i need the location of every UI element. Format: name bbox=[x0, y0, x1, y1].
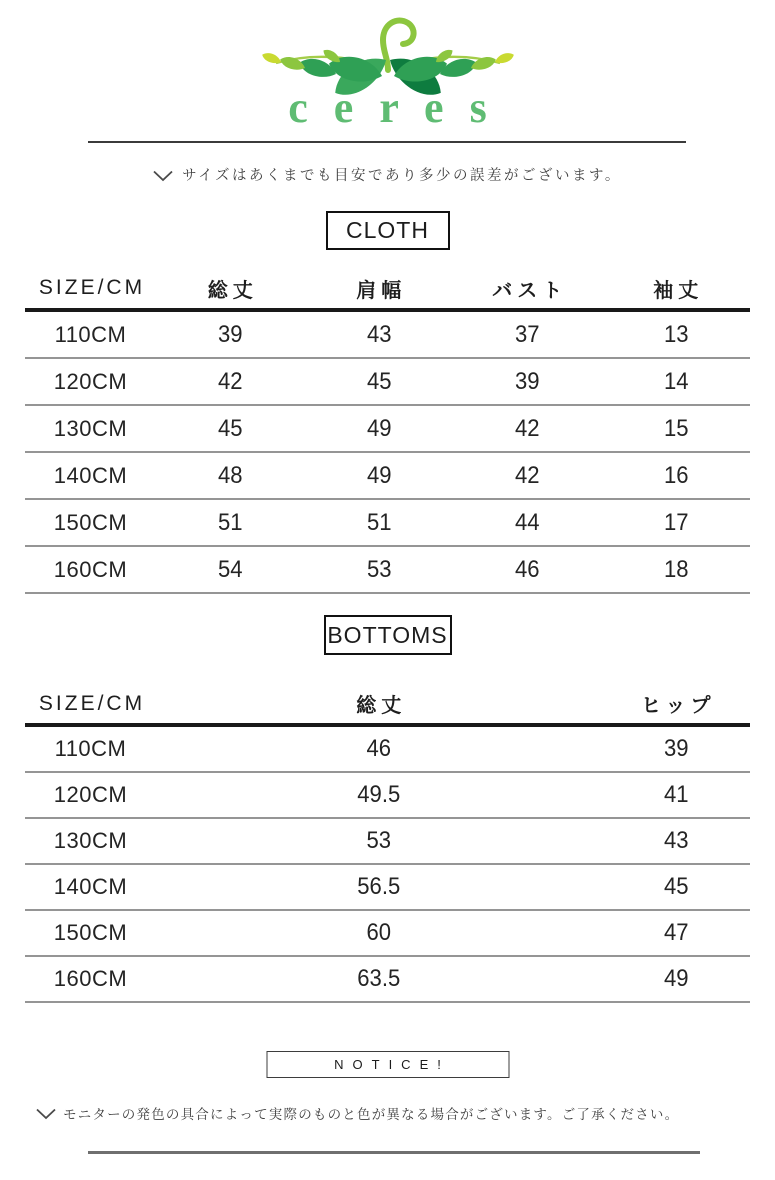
cloth-section-label: CLOTH bbox=[326, 211, 450, 250]
value-cell: 56.5 bbox=[357, 873, 401, 900]
value-cell: 45 bbox=[663, 873, 689, 900]
value-cell: 49 bbox=[366, 414, 392, 442]
column-header: SIZE/CM bbox=[38, 691, 146, 715]
value-cell: 42 bbox=[217, 367, 243, 395]
table-row bbox=[25, 359, 750, 406]
table-row bbox=[25, 727, 750, 773]
value-cell: 17 bbox=[663, 508, 689, 536]
brand-name: ceres bbox=[288, 83, 513, 132]
column-header: 肩幅 bbox=[356, 279, 407, 302]
value-cell: 46 bbox=[514, 555, 540, 583]
column-header: バスト bbox=[492, 279, 568, 302]
bottoms-section-label: BOTTOMS bbox=[324, 615, 452, 655]
value-cell: 18 bbox=[663, 555, 689, 583]
value-cell: 53 bbox=[366, 827, 392, 854]
size-cell: 130CM bbox=[53, 415, 128, 441]
value-cell: 42 bbox=[514, 461, 540, 489]
value-cell: 43 bbox=[366, 320, 392, 348]
chevron-down-icon bbox=[36, 1108, 56, 1120]
value-cell: 37 bbox=[514, 320, 540, 348]
value-cell: 14 bbox=[663, 367, 689, 395]
size-cell: 160CM bbox=[53, 556, 128, 582]
value-cell: 44 bbox=[514, 508, 540, 536]
value-cell: 49 bbox=[366, 461, 392, 489]
size-cell: 140CM bbox=[53, 874, 128, 899]
monitor-disclaimer-text: モニターの発色の具合によって実際のものと色が異なる場合がございます。ご了承ください。 bbox=[63, 1107, 680, 1122]
top-divider bbox=[88, 141, 686, 143]
value-cell: 60 bbox=[366, 919, 392, 946]
bottoms-table-header bbox=[25, 684, 750, 727]
table-row bbox=[25, 406, 750, 453]
chevron-down-icon bbox=[153, 170, 173, 182]
table-row bbox=[25, 819, 750, 865]
value-cell: 46 bbox=[366, 735, 392, 762]
value-cell: 51 bbox=[366, 508, 392, 536]
table-row bbox=[25, 957, 750, 1003]
value-cell: 49 bbox=[663, 965, 689, 992]
column-header: SIZE/CM bbox=[38, 276, 146, 299]
size-cell: 150CM bbox=[53, 509, 128, 535]
bottom-divider bbox=[88, 1151, 700, 1154]
table-row bbox=[25, 773, 750, 819]
table-row bbox=[25, 865, 750, 911]
size-cell: 110CM bbox=[54, 321, 127, 347]
value-cell: 54 bbox=[217, 555, 243, 583]
value-cell: 43 bbox=[663, 827, 689, 854]
size-cell: 120CM bbox=[53, 368, 128, 394]
column-header: ヒップ bbox=[641, 695, 716, 717]
value-cell: 45 bbox=[366, 367, 392, 395]
table-row bbox=[25, 453, 750, 500]
value-cell: 63.5 bbox=[357, 965, 401, 992]
table-row bbox=[25, 547, 750, 594]
value-cell: 53 bbox=[366, 555, 392, 583]
value-cell: 39 bbox=[217, 320, 243, 348]
size-disclaimer bbox=[0, 164, 775, 185]
value-cell: 45 bbox=[217, 414, 243, 442]
value-cell: 48 bbox=[217, 461, 243, 489]
bottoms-size-table bbox=[25, 684, 750, 1003]
value-cell: 42 bbox=[514, 414, 540, 442]
size-cell: 110CM bbox=[54, 736, 127, 761]
value-cell: 41 bbox=[663, 781, 689, 808]
size-cell: 130CM bbox=[53, 828, 128, 853]
column-header: 総丈 bbox=[207, 279, 258, 302]
value-cell: 39 bbox=[663, 735, 689, 762]
monitor-disclaimer bbox=[36, 1103, 756, 1123]
table-row bbox=[25, 312, 750, 359]
column-header: 袖丈 bbox=[653, 279, 704, 302]
notice-section-label: NOTICE! bbox=[266, 1051, 509, 1078]
value-cell: 39 bbox=[514, 367, 540, 395]
value-cell: 51 bbox=[217, 508, 243, 536]
size-cell: 140CM bbox=[53, 462, 128, 488]
value-cell: 13 bbox=[663, 320, 689, 348]
cloth-size-table bbox=[25, 268, 750, 594]
value-cell: 47 bbox=[663, 919, 689, 946]
size-cell: 160CM bbox=[53, 966, 128, 991]
table-row bbox=[25, 911, 750, 957]
table-row bbox=[25, 500, 750, 547]
size-disclaimer-text: サイズはあくまでも目安であり多少の誤差がございます。 bbox=[182, 168, 622, 184]
size-cell: 150CM bbox=[53, 920, 128, 945]
cloth-table-header bbox=[25, 268, 750, 312]
value-cell: 49.5 bbox=[357, 781, 401, 808]
size-cell: 120CM bbox=[53, 782, 128, 807]
value-cell: 15 bbox=[663, 414, 689, 442]
column-header: 総丈 bbox=[356, 695, 407, 717]
value-cell: 16 bbox=[663, 461, 689, 489]
